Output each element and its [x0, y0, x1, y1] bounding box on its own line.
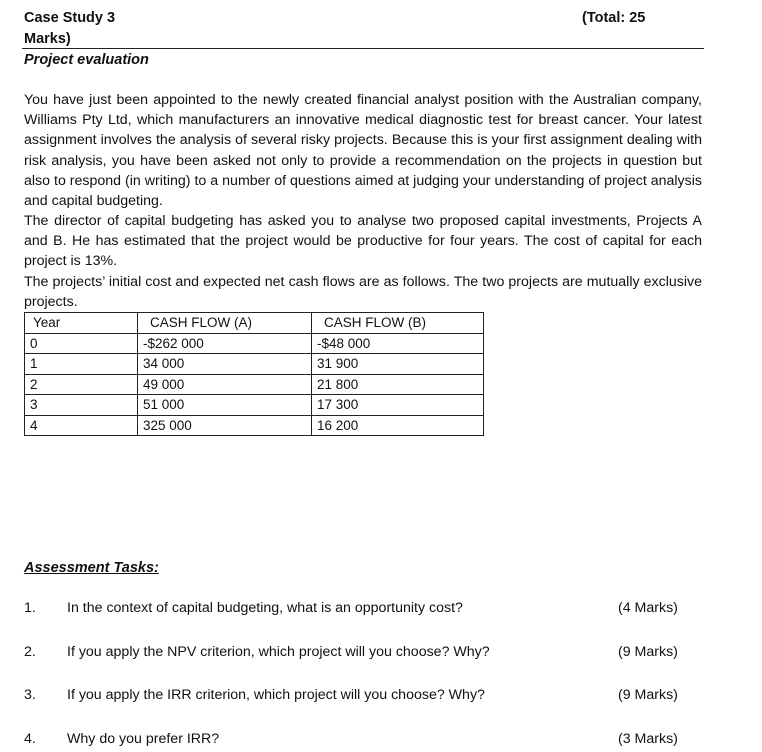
cell-cash-flow-a: 49 000	[138, 374, 312, 395]
header-divider	[22, 48, 704, 49]
cell-year: 1	[25, 354, 138, 375]
task-marks: (9 Marks)	[618, 687, 678, 703]
table-row	[25, 333, 484, 354]
cell-cash-flow-b: 16 200	[312, 415, 484, 436]
intro-paragraph: You have just been appointed to the newly created financial analyst position with the Australian company, Williams Pty Ltd, which manufacturers an innovative medical diagnostic test for breast cancer. Your latest assignment involves the analysis of several risky projects. Because this is your first assignment dealing with risk analysis, you have been asked not only to provide a recommendation on the projects in question but also to respond (in writing) to a number of questions aimed at judging your understanding of project analysis and capital budgeting.	[24, 92, 702, 210]
cell-year: 3	[25, 395, 138, 416]
task-number: 4.	[24, 731, 36, 747]
cell-year: 2	[25, 374, 138, 395]
case-title-line-2: Marks)	[24, 31, 71, 47]
cell-cash-flow-b: 17 300	[312, 395, 484, 416]
total-marks: (Total: 25	[582, 10, 646, 26]
cell-cash-flow-a: 51 000	[138, 395, 312, 416]
director-paragraph: The director of capital budgeting has asked you to analyse two proposed capital investments, Projects A and B. He has estimated that the project would be productive for four years. The cost of capital for each project is 13%.	[24, 213, 702, 270]
table-row	[25, 354, 484, 375]
cell-year: 4	[25, 415, 138, 436]
task-question: In the context of capital budgeting, what is an opportunity cost?	[67, 600, 463, 616]
table-row	[25, 395, 484, 416]
task-question: If you apply the NPV criterion, which project will you choose? Why?	[67, 644, 490, 660]
task-number: 2.	[24, 644, 36, 660]
cell-cash-flow-a: -$262 000	[138, 333, 312, 354]
cell-cash-flow-a: 325 000	[138, 415, 312, 436]
cell-year: 0	[25, 333, 138, 354]
task-number: 1.	[24, 600, 36, 616]
case-title-line-1: Case Study 3	[24, 10, 116, 26]
header-cash-flow-b: CASH FLOW (B)	[312, 313, 484, 334]
table-header-row	[25, 313, 484, 334]
cell-cash-flow-b: 21 800	[312, 374, 484, 395]
cell-cash-flow-b: -$48 000	[312, 333, 484, 354]
table-row	[25, 374, 484, 395]
task-marks: (4 Marks)	[618, 600, 678, 616]
task-number: 3.	[24, 687, 36, 703]
task-question: If you apply the IRR criterion, which project will you choose? Why?	[67, 687, 485, 703]
task-marks: (9 Marks)	[618, 644, 678, 660]
section-subtitle: Project evaluation	[24, 52, 149, 68]
task-question: Why do you prefer IRR?	[67, 731, 220, 747]
cell-cash-flow-b: 31 900	[312, 354, 484, 375]
cashflow-intro-paragraph: The projects’ initial cost and expected net cash flows are as follows. The two projects are mutually exclusive projects.	[24, 274, 702, 311]
header-year: Year	[25, 313, 138, 334]
case-title	[24, 8, 144, 50]
header-cash-flow-a: CASH FLOW (A)	[138, 313, 312, 334]
cash-flow-table	[24, 312, 484, 436]
task-marks: (3 Marks)	[618, 731, 678, 747]
cell-cash-flow-a: 34 000	[138, 354, 312, 375]
assessment-tasks-heading: Assessment Tasks:	[24, 560, 159, 576]
table-row	[25, 415, 484, 436]
